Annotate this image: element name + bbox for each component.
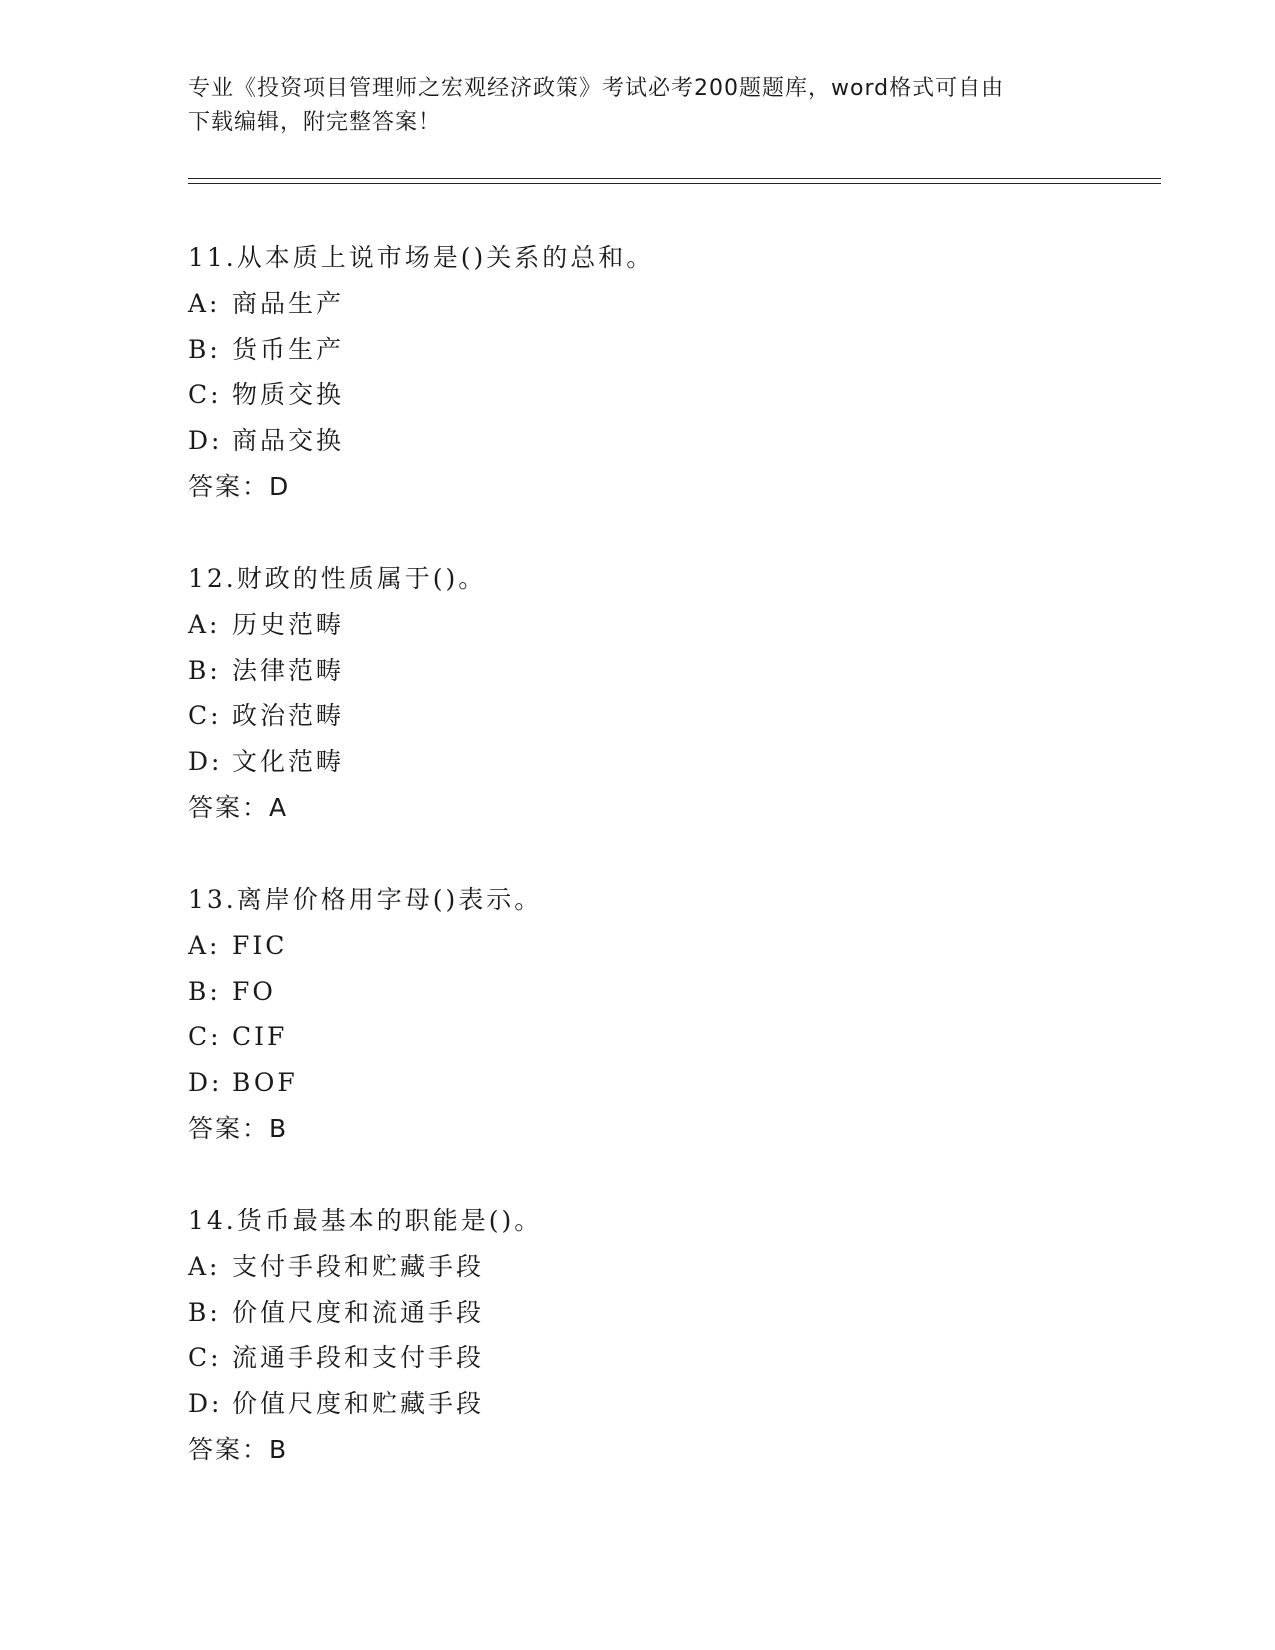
option-label: C:: [188, 1022, 222, 1052]
option-label: D:: [188, 426, 223, 456]
question-stem: 13.离岸价格用字母()表示。: [188, 885, 543, 914]
option-b: [188, 1290, 1088, 1336]
option-label: D:: [188, 1068, 223, 1098]
option-d: [188, 739, 1088, 785]
option-label: D:: [188, 1389, 223, 1419]
document-header: [188, 72, 1068, 140]
option-a: [188, 1244, 1088, 1290]
option-text: 文化范畴: [232, 747, 345, 777]
question-stem: 12.财政的性质属于()。: [188, 564, 487, 593]
question-stem: 14.货币最基本的职能是()。: [188, 1206, 543, 1235]
option-text: 历史范畴: [232, 609, 345, 639]
option-label: B:: [188, 655, 221, 685]
option-text: 流通手段和支付手段: [232, 1343, 485, 1373]
option-text: 商品交换: [232, 426, 345, 456]
option-label: B:: [188, 976, 221, 1006]
option-text: 物质交换: [232, 380, 345, 410]
header-divider-bottom: [188, 183, 1161, 184]
option-label: C:: [188, 1343, 222, 1373]
option-c: [188, 1014, 1088, 1060]
option-d: [188, 418, 1088, 464]
option-text: 货币生产: [232, 334, 345, 364]
answer-line: 答案：B: [188, 1113, 289, 1143]
option-text: 法律范畴: [232, 655, 345, 685]
option-b: [188, 969, 1088, 1015]
question-block: [188, 1198, 1088, 1473]
option-text: 价值尺度和流通手段: [232, 1297, 485, 1327]
question-block: [188, 235, 1088, 510]
option-c: [188, 372, 1088, 418]
option-a: [188, 281, 1088, 327]
option-text: 支付手段和贮藏手段: [232, 1251, 485, 1281]
option-text: FO: [232, 976, 276, 1006]
question-block: [188, 877, 1088, 1152]
option-label: A:: [188, 930, 221, 960]
option-text: 政治范畴: [232, 701, 345, 731]
option-a: [188, 923, 1088, 969]
option-label: D:: [188, 747, 223, 777]
option-label: A:: [188, 609, 221, 639]
header-divider-top: [188, 178, 1161, 179]
option-c: [188, 1335, 1088, 1381]
answer-line: 答案：A: [188, 792, 289, 822]
answer-line: 答案：B: [188, 1434, 289, 1464]
option-label: B:: [188, 334, 221, 364]
option-text: 商品生产: [232, 288, 345, 318]
answer-line: 答案：D: [188, 471, 291, 501]
option-c: [188, 693, 1088, 739]
option-a: [188, 602, 1088, 648]
option-label: B:: [188, 1297, 221, 1327]
option-text: 价值尺度和贮藏手段: [232, 1389, 485, 1419]
header-line-1: 专业《投资项目管理师之宏观经济政策》考试必考200题题库，word格式可自由: [188, 76, 1005, 101]
option-label: C:: [188, 380, 222, 410]
question-stem: 11.从本质上说市场是()关系的总和。: [188, 243, 655, 272]
header-line-2: 下载编辑，附完整答案！: [188, 110, 442, 135]
option-text: BOF: [232, 1068, 298, 1098]
option-text: FIC: [232, 930, 288, 960]
option-b: [188, 648, 1088, 694]
question-block: [188, 556, 1088, 831]
option-label: A:: [188, 288, 221, 318]
option-d: [188, 1060, 1088, 1106]
option-label: A:: [188, 1251, 221, 1281]
option-d: [188, 1381, 1088, 1427]
option-label: C:: [188, 701, 222, 731]
option-text: CIF: [232, 1022, 288, 1052]
option-b: [188, 327, 1088, 373]
